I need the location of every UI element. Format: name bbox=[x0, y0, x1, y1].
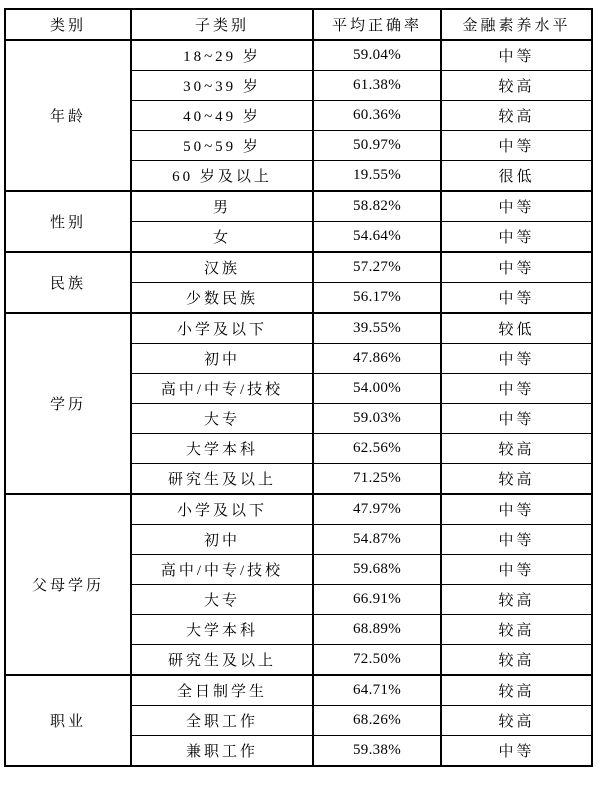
financial-literacy-table bbox=[4, 8, 593, 767]
rate-cell: 50.97% bbox=[313, 131, 441, 161]
sub-cell: 大学本科 bbox=[131, 434, 313, 464]
level-cell: 中等 bbox=[441, 404, 592, 434]
rate-cell: 59.03% bbox=[313, 404, 441, 434]
sub-cell: 研究生及以上 bbox=[131, 464, 313, 495]
level-cell: 中等 bbox=[441, 344, 592, 374]
category-cell: 学历 bbox=[5, 313, 131, 494]
rate-cell: 54.64% bbox=[313, 222, 441, 253]
rate-cell: 71.25% bbox=[313, 464, 441, 495]
sub-cell: 大专 bbox=[131, 585, 313, 615]
level-cell: 中等 bbox=[441, 374, 592, 404]
rate-cell: 64.71% bbox=[313, 675, 441, 706]
table-row bbox=[5, 40, 592, 71]
sub-cell: 兼职工作 bbox=[131, 736, 313, 767]
rate-cell: 47.86% bbox=[313, 344, 441, 374]
level-cell: 较高 bbox=[441, 615, 592, 645]
category-cell: 职业 bbox=[5, 675, 131, 766]
rate-cell: 72.50% bbox=[313, 645, 441, 676]
level-cell: 较高 bbox=[441, 464, 592, 495]
header-average-accuracy: 平均正确率 bbox=[313, 9, 441, 40]
sub-cell: 高中/中专/技校 bbox=[131, 555, 313, 585]
rate-cell: 68.26% bbox=[313, 706, 441, 736]
level-cell: 较高 bbox=[441, 71, 592, 101]
rate-cell: 57.27% bbox=[313, 252, 441, 283]
table-row bbox=[5, 252, 592, 283]
sub-cell: 高中/中专/技校 bbox=[131, 374, 313, 404]
header-literacy-level: 金融素养水平 bbox=[441, 9, 592, 40]
rate-cell: 59.38% bbox=[313, 736, 441, 767]
rate-cell: 59.68% bbox=[313, 555, 441, 585]
header-category: 类别 bbox=[5, 9, 131, 40]
rate-cell: 68.89% bbox=[313, 615, 441, 645]
sub-cell: 全日制学生 bbox=[131, 675, 313, 706]
sub-cell: 小学及以下 bbox=[131, 494, 313, 525]
sub-cell: 研究生及以上 bbox=[131, 645, 313, 676]
level-cell: 较高 bbox=[441, 645, 592, 676]
rate-cell: 59.04% bbox=[313, 40, 441, 71]
level-cell: 中等 bbox=[441, 222, 592, 253]
rate-cell: 19.55% bbox=[313, 161, 441, 192]
level-cell: 较高 bbox=[441, 434, 592, 464]
category-cell: 年龄 bbox=[5, 40, 131, 191]
level-cell: 较高 bbox=[441, 706, 592, 736]
level-cell: 中等 bbox=[441, 555, 592, 585]
level-cell: 中等 bbox=[441, 525, 592, 555]
sub-cell: 男 bbox=[131, 191, 313, 222]
sub-cell: 小学及以下 bbox=[131, 313, 313, 344]
rate-cell: 54.00% bbox=[313, 374, 441, 404]
table-row bbox=[5, 494, 592, 525]
header-row bbox=[5, 9, 592, 40]
level-cell: 中等 bbox=[441, 131, 592, 161]
sub-cell: 18~29 岁 bbox=[131, 40, 313, 71]
sub-cell: 大学本科 bbox=[131, 615, 313, 645]
table-row bbox=[5, 191, 592, 222]
sub-cell: 初中 bbox=[131, 525, 313, 555]
level-cell: 较高 bbox=[441, 101, 592, 131]
rate-cell: 62.56% bbox=[313, 434, 441, 464]
sub-cell: 女 bbox=[131, 222, 313, 253]
rate-cell: 54.87% bbox=[313, 525, 441, 555]
category-cell: 民族 bbox=[5, 252, 131, 313]
level-cell: 较高 bbox=[441, 585, 592, 615]
rate-cell: 66.91% bbox=[313, 585, 441, 615]
header-subcategory: 子类别 bbox=[131, 9, 313, 40]
sub-cell: 初中 bbox=[131, 344, 313, 374]
level-cell: 中等 bbox=[441, 736, 592, 767]
level-cell: 中等 bbox=[441, 283, 592, 314]
sub-cell: 40~49 岁 bbox=[131, 101, 313, 131]
table-body bbox=[5, 40, 592, 766]
rate-cell: 58.82% bbox=[313, 191, 441, 222]
level-cell: 较高 bbox=[441, 675, 592, 706]
table-row bbox=[5, 313, 592, 344]
table-row bbox=[5, 675, 592, 706]
rate-cell: 47.97% bbox=[313, 494, 441, 525]
rate-cell: 56.17% bbox=[313, 283, 441, 314]
sub-cell: 大专 bbox=[131, 404, 313, 434]
category-cell: 父母学历 bbox=[5, 494, 131, 675]
level-cell: 中等 bbox=[441, 40, 592, 71]
sub-cell: 50~59 岁 bbox=[131, 131, 313, 161]
level-cell: 中等 bbox=[441, 191, 592, 222]
sub-cell: 全职工作 bbox=[131, 706, 313, 736]
rate-cell: 39.55% bbox=[313, 313, 441, 344]
sub-cell: 少数民族 bbox=[131, 283, 313, 314]
rate-cell: 60.36% bbox=[313, 101, 441, 131]
sub-cell: 30~39 岁 bbox=[131, 71, 313, 101]
sub-cell: 60 岁及以上 bbox=[131, 161, 313, 192]
level-cell: 较低 bbox=[441, 313, 592, 344]
sub-cell: 汉族 bbox=[131, 252, 313, 283]
category-cell: 性别 bbox=[5, 191, 131, 252]
level-cell: 很低 bbox=[441, 161, 592, 192]
level-cell: 中等 bbox=[441, 252, 592, 283]
level-cell: 中等 bbox=[441, 494, 592, 525]
rate-cell: 61.38% bbox=[313, 71, 441, 101]
